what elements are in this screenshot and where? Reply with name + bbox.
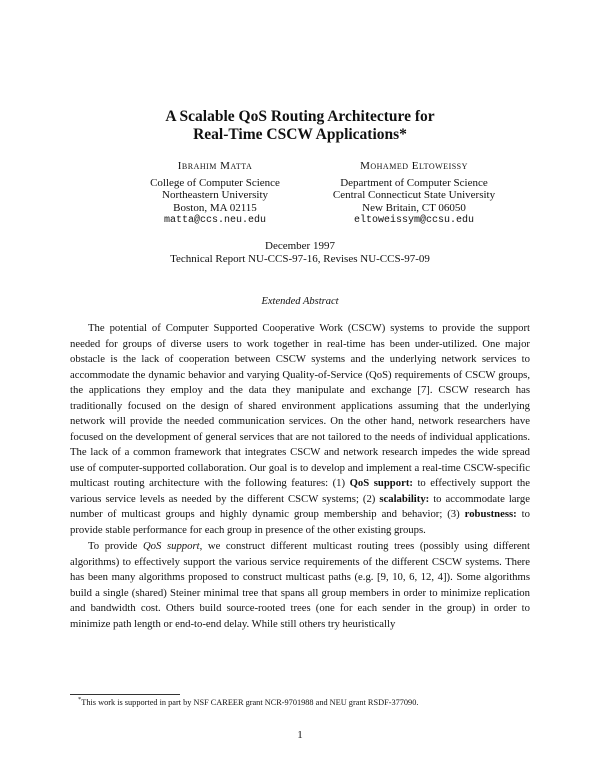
paragraph-1	[70, 321, 530, 538]
footnote-text: This work is supported in part by NSF CAREER grant NCR-9701988 and NEU grant RSDF-377090.	[81, 698, 419, 707]
text-run: to provide stable performance for each group in presence of the other existing groups.	[70, 508, 530, 536]
footnote	[70, 697, 530, 708]
author-address: Boston, MA 02115	[173, 201, 257, 214]
abstract-heading: Extended Abstract	[261, 296, 339, 307]
text-run: , we construct different multicast routing trees (possibly using different algorithms) to effectively support the various service requirements of the different CSCW systems. There has been many algorithms proposed to construct multicast paths (e.g. [9, 10, 6, 12, 4]). Some algorithms build a single (shared) Steiner minimal tree that spans all group members in order to minimize replication and bandwidth cost. Others build source-rooted trees (one for each sender in the group) in order to minimize path length or end-to-end delay. While still others try heuristically	[70, 540, 530, 630]
emphasis-qos-support: QoS support	[142, 540, 200, 552]
author-address: New Britain, CT 06050	[362, 201, 466, 214]
paper-title	[0, 108, 600, 144]
author-affiliation: College of Computer Science	[150, 176, 280, 189]
author-name: Ibrahim Matta	[177, 160, 253, 172]
paragraph-2	[70, 539, 530, 632]
feature-robustness: robustness:	[464, 508, 517, 520]
footnote-mark: *	[78, 696, 82, 704]
author-2	[294, 160, 534, 228]
report-number: Technical Report NU-CCS-97-16, Revises NU-CCS-97-09	[170, 253, 430, 265]
text-run: To provide	[88, 540, 143, 552]
author-affiliation: Northeastern University	[162, 189, 268, 202]
text-run: The potential of Computer Supported Cooperative Work (CSCW) systems to provide the support needed for groups of diverse users to work together in real-time has been under-utilized. One major obstacle is the lack of cooperation between CSCW systems and the underlying network services to accommodate the dynamic behavior and varying Quality-of-Service (QoS) requirements of CSCW groups, the applications they employ and the data they manipulate and exchange [7]. CSCW research has traditionally focused on the design of shared environment applications assuming that the underlying network will provide the needed communication services. On the other hand, network researchers have focused on the development of general services that are not tailored to the needs of individual applications. The lack of a common framework that integrates CSCW and network research impedes the wide spread use of computer-supported collaboration. Our goal is to develop and implement a real-time CSCW-specific multicast routing architecture with the following features: (1)	[70, 322, 530, 489]
author-email: matta@ccs.neu.edu	[163, 215, 267, 227]
author-affiliation: Central Connecticut State University	[332, 189, 496, 202]
title-line-1: A Scalable QoS Routing Architecture for	[165, 108, 435, 125]
title-line-2: Real-Time CSCW Applications*	[193, 126, 407, 143]
text-run: to accommodate large number of multicast groups and highly dynamic group membership and behavior; (3)	[70, 492, 530, 520]
report-date: December 1997	[265, 240, 335, 252]
page-number: 1	[297, 729, 303, 741]
author-name: Mohamed Eltoweissy	[360, 160, 468, 172]
author-affiliation: Department of Computer Science	[340, 176, 488, 189]
body-text	[70, 321, 530, 632]
report-info	[0, 240, 600, 266]
feature-scalability: scalability:	[379, 492, 430, 505]
author-email: eltoweissym@ccsu.edu	[353, 215, 475, 227]
footnote-rule	[70, 694, 180, 695]
text-run: to effectively support the various service levels as needed by the different CSCW systems; (2)	[70, 477, 530, 505]
feature-qos-support: QoS support:	[349, 477, 413, 489]
